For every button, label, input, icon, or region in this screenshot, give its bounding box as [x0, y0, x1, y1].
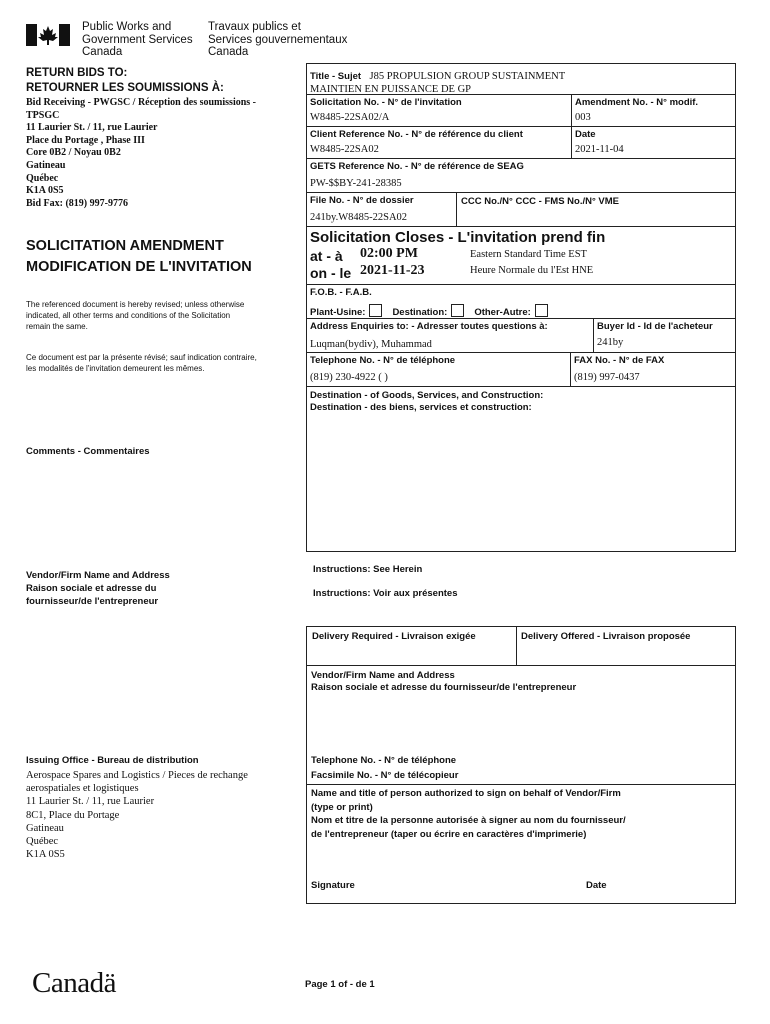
vendor-label-en: Vendor/Firm Name and Address	[311, 670, 455, 681]
authorized-line: Name and title of person authorized to sign on behalf of Vendor/Firm	[311, 788, 621, 799]
on-label: on - le	[310, 265, 352, 281]
destination-goods-label	[310, 390, 543, 414]
plant-label: Plant-Usine:	[310, 307, 366, 318]
authorized-line: (type or print)	[311, 801, 373, 813]
gets-reference-number: PW-$$BY-241-28385	[310, 178, 402, 189]
address-line: K1A 0S5	[26, 185, 64, 197]
closing-time: 02:00 PM	[360, 246, 418, 261]
amendment-title-en: SOLICITATION AMENDMENT	[26, 238, 224, 254]
return-bids-address	[26, 97, 256, 210]
department-line: Canada	[208, 46, 249, 58]
enquiries-label: Address Enquiries to: - Adresser toutes questions à:	[310, 321, 548, 332]
gets-reference-label: GETS Reference No. - N° de référence de SEAG	[310, 161, 524, 172]
address-line: Core 0B2 / Noyau 0B2	[26, 147, 121, 159]
authorized-person-label	[311, 787, 626, 841]
issuing-office-label: Issuing Office - Bureau de distribution	[26, 755, 199, 766]
vendor-label-fr: fournisseur/de l'entrepreneur	[26, 596, 159, 607]
address-line: Bid Receiving - PWGSC / Réception des soumissions -	[26, 97, 257, 108]
other-checkbox[interactable]	[535, 304, 548, 317]
department-name-en	[82, 21, 193, 59]
revision-notice-fr	[26, 352, 257, 374]
destination-goods-en: Destination - of Goods, Services, and Construction:	[310, 390, 544, 401]
address-line: Québec	[26, 836, 59, 848]
instructions-en: Instructions: See Herein	[313, 564, 423, 575]
plant-checkbox[interactable]	[369, 304, 382, 317]
destination-checkbox[interactable]	[451, 304, 464, 317]
department-line: Travaux publics et	[208, 21, 301, 33]
destination-goods-fr: Destination - des biens, services et construction:	[310, 402, 532, 413]
revision-notice-en	[26, 299, 244, 332]
address-line: aerospatiales et logistiques	[26, 783, 139, 795]
department-line: Canada	[82, 46, 123, 58]
canada-flag-icon	[26, 24, 70, 46]
amendment-label: Amendment No. - N° modif.	[575, 97, 699, 108]
return-bids-heading	[26, 66, 224, 96]
amendment-title-fr: MODIFICATION DE L'INVITATION	[26, 259, 252, 275]
vendor-label-en: Vendor/Firm Name and Address	[26, 570, 170, 581]
address-line: 11 Laurier St. / 11, rue Laurier	[26, 796, 155, 808]
bid-fax-line: Bid Fax: (819) 997-9776	[26, 197, 128, 209]
file-number: 241by.W8485-22SA02	[310, 212, 408, 223]
address-line: Aerospace Spares and Logistics / Pieces de rechange	[26, 770, 248, 781]
address-line: K1A 0S5	[26, 849, 65, 861]
title-value-fr: MAINTIEN EN PUISSANCE DE GP	[310, 84, 472, 95]
timezone-en: Eastern Standard Time EST	[470, 249, 587, 260]
vendor-name-address-label	[311, 670, 576, 694]
fob-options	[310, 302, 558, 320]
title-label: Title - Sujet	[310, 71, 362, 82]
title-value: J85 PROPULSION GROUP SUSTAINMENT	[369, 71, 566, 82]
comments-label: Comments - Commentaires	[26, 446, 150, 457]
notice-line: Ce document est par la présente révisé; sauf indication contraire,	[26, 353, 257, 362]
ccc-number-label: CCC No./N° CCC - FMS No./N° VME	[461, 196, 620, 207]
solicitation-closes-heading: Solicitation Closes - L'invitation prend fin	[310, 229, 606, 246]
page-number: Page 1 of - de 1	[305, 979, 375, 990]
notice-line: indicated, all other terms and conditions of the Solicitation	[26, 311, 231, 320]
telephone-label: Telephone No. - N° de téléphone	[310, 355, 456, 366]
vendor-label-fr: Raison sociale et adresse du	[26, 583, 157, 594]
notice-line: remain the same.	[26, 322, 88, 331]
notice-line: The referenced document is hereby revised; unless otherwise	[26, 300, 245, 309]
authorized-line: de l'entrepreneur (taper ou écrire en caractères d'imprimerie)	[311, 828, 587, 840]
notice-line: les modalités de l'invitation demeurent les mêmes.	[26, 364, 205, 373]
solicitation-number: W8485-22SA02/A	[310, 112, 390, 123]
file-number-label: File No. - N° de dossier	[310, 195, 414, 206]
delivery-required-label: Delivery Required - Livraison exigée	[312, 631, 476, 642]
enquiries-contact: Luqman(bydiv), Muhammad	[310, 339, 432, 350]
instructions-fr: Instructions: Voir aux présentes	[313, 588, 458, 599]
other-label: Other-Autre:	[474, 307, 531, 318]
vendor-telephone-label: Telephone No. - N° de téléphone	[311, 755, 457, 766]
client-reference-label: Client Reference No. - N° de référence du client	[310, 129, 523, 140]
date-label: Date	[575, 129, 596, 140]
client-reference-number: W8485-22SA02	[310, 144, 379, 155]
solicitation-label: Solicitation No. - N° de l'invitation	[310, 97, 462, 108]
telephone-number: (819) 230-4922 ( )	[310, 372, 388, 383]
authorized-line: Nom et titre de la personne autorisée à signer au nom du fournisseur/	[311, 815, 626, 826]
department-line: Government Services	[82, 33, 193, 46]
department-line: Public Works and	[82, 21, 172, 33]
fax-label: FAX No. - N° de FAX	[574, 355, 665, 366]
address-line: Place du Portage , Phase III	[26, 134, 145, 146]
timezone-fr: Heure Normale du l'Est HNE	[470, 265, 594, 276]
signature-date-label: Date	[586, 880, 607, 891]
address-line: Gatineau	[26, 822, 64, 834]
fob-label: F.O.B. - F.A.B.	[310, 287, 372, 298]
amendment-title	[26, 236, 252, 278]
vendor-facsimile-label: Facsimile No. - N° de télécopieur	[311, 770, 459, 781]
address-line: Québec	[26, 172, 59, 184]
address-line: Gatineau	[26, 159, 66, 171]
buyer-id-label: Buyer Id - Id de l'acheteur	[597, 321, 713, 332]
department-name-fr	[208, 21, 347, 59]
at-label: at - à	[310, 248, 343, 264]
issuing-office-address	[26, 769, 248, 861]
signature-label: Signature	[311, 880, 355, 891]
closing-date: 2021-11-23	[360, 263, 425, 278]
issue-date: 2021-11-04	[575, 144, 624, 155]
delivery-offered-label: Delivery Offered - Livraison proposée	[521, 631, 691, 642]
return-bids-heading-fr: RETOURNER LES SOUMISSIONS À:	[26, 82, 224, 94]
title-field	[310, 66, 565, 96]
return-bids-heading-en: RETURN BIDS TO:	[26, 67, 128, 79]
address-line: 8C1, Place du Portage	[26, 809, 120, 821]
destination-label: Destination:	[392, 307, 448, 318]
department-line: Services gouvernementaux	[208, 33, 348, 46]
address-line: 11 Laurier St. / 11, rue Laurier	[26, 122, 158, 134]
address-line: TPSGC	[26, 109, 60, 121]
vendor-left-label	[26, 569, 170, 608]
fax-number: (819) 997-0437	[574, 372, 640, 383]
buyer-id: 241by	[597, 337, 624, 348]
vendor-label-fr: Raison sociale et adresse du fournisseur/de l'entrepreneur	[311, 682, 577, 693]
canada-wordmark: Canadä	[32, 967, 116, 999]
amendment-number: 003	[575, 112, 591, 123]
